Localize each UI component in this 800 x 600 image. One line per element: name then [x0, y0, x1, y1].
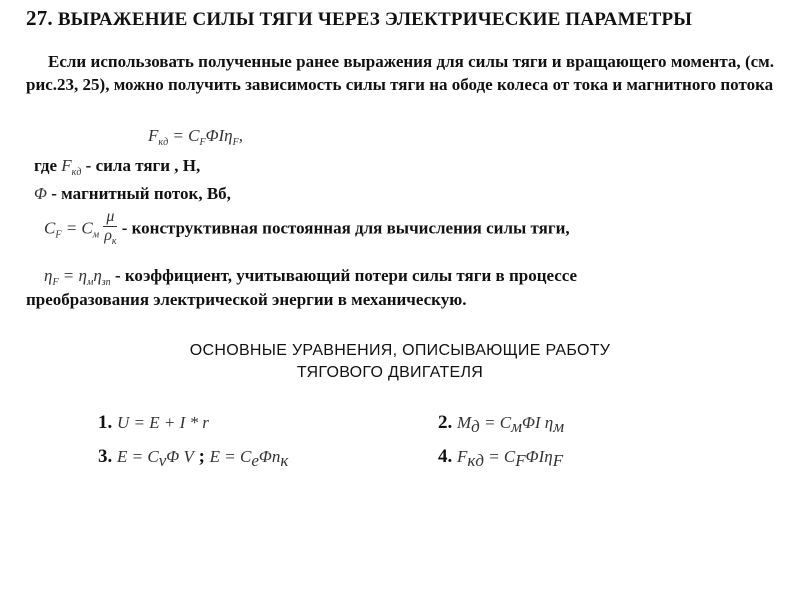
- def4-eq: = η: [58, 266, 87, 285]
- equation-4-a: F: [457, 447, 468, 466]
- def3-den-symbol: ρ: [104, 227, 112, 244]
- definition-efficiency-continued: преобразования электрической энергии в механическую.: [26, 290, 467, 309]
- definition-force: [34, 156, 200, 178]
- equation-2: [438, 412, 564, 437]
- def3-den-sub: к: [111, 236, 117, 247]
- def2-text: - магнитный поток, Вб,: [46, 184, 231, 203]
- equation-4-a-sub: кд: [467, 451, 484, 470]
- def4-text: - коэффициент, учитывающий потери силы тяги в процессе: [110, 266, 578, 285]
- formula-lhs: F: [148, 126, 159, 145]
- section-heading-line2: ТЯГОВОГО ДВИГАТЕЛЯ: [296, 364, 484, 381]
- formula-lhs-sub: кд: [158, 137, 169, 148]
- equation-2-a: M: [457, 413, 472, 432]
- equation-3-separator: ;: [193, 446, 205, 467]
- equation-2-a-sub: д: [471, 417, 480, 436]
- def3-denominator: [103, 227, 117, 251]
- definition-constant: [44, 208, 570, 251]
- equation-4-number: 4.: [438, 446, 453, 467]
- formula-tail: ,: [238, 126, 243, 145]
- def4-eq2-sub: зп: [101, 277, 111, 288]
- equation-2-number: 2.: [438, 412, 453, 433]
- equation-3: [98, 446, 288, 471]
- def3-text: - конструктивная постоянная для вычисления силы тяги,: [121, 218, 570, 238]
- equation-4: [438, 446, 563, 471]
- slide-title: [26, 6, 692, 31]
- main-formula: [148, 126, 243, 148]
- def1-word: где: [34, 156, 62, 175]
- equation-4-c: ΦIη: [525, 447, 553, 466]
- def3-lhs-sub: F: [55, 229, 62, 241]
- equation-4-c-sub: F: [552, 451, 564, 470]
- equation-3-b: Φ V: [166, 447, 194, 466]
- section-heading-line1: ОСНОВНЫЕ УРАВНЕНИЯ, ОПИСЫВАЮЩИЕ РАБОТУ: [189, 342, 611, 359]
- equation-4-b: = C: [483, 447, 516, 466]
- equation-3-d-sub: к: [280, 451, 289, 470]
- formula-rhs-a-sub: F: [199, 137, 206, 148]
- equation-1: [98, 412, 209, 434]
- formula-rhs-b-sub: F: [232, 137, 239, 148]
- def1-symbol-sub: кд: [71, 167, 82, 178]
- def3-lhs: C: [44, 218, 56, 238]
- title-number: 27.: [26, 6, 53, 30]
- definition-efficiency: [44, 266, 577, 288]
- equation-3-d: Φn: [258, 447, 281, 466]
- equation-2-c-sub: м: [553, 417, 565, 436]
- def2-symbol: Φ: [34, 184, 47, 203]
- def4-eq2: η: [93, 266, 102, 285]
- equation-4-b-sub: F: [515, 451, 526, 470]
- equation-1-number: 1.: [98, 412, 113, 433]
- intro-paragraph: Если использовать полученные ранее выражения для силы тяги и вращающего момента, (см. рис.23, 25), можно получить зависимость силы тяги на ободе колеса от тока и магнитного потока: [26, 52, 774, 94]
- def4-eq-sub: м: [86, 277, 94, 288]
- def3-eq-sub: м: [92, 229, 100, 241]
- def3-eq: = C: [61, 218, 93, 238]
- def4-symbol-sub: F: [52, 277, 59, 288]
- definition-flux: [34, 184, 231, 204]
- formula-rhs-b: ΦIη: [205, 126, 233, 145]
- equation-3-c-sub: e: [251, 451, 259, 470]
- def3-numerator: μ: [103, 208, 117, 227]
- equation-2-c: ΦI η: [521, 413, 554, 432]
- def1-text: - сила тяги , Н,: [81, 156, 201, 175]
- title-text: ВЫРАЖЕНИЕ СИЛЫ ТЯГИ ЧЕРЕЗ ЭЛЕКТРИЧЕСКИЕ ПАРАМЕТРЫ: [57, 9, 693, 30]
- equation-1-expr: U = E + I * r: [117, 413, 209, 432]
- formula-rhs-a: = C: [172, 126, 200, 145]
- def1-symbol: F: [61, 156, 72, 175]
- equation-3-c: E = C: [209, 447, 252, 466]
- equation-2-b-sub: м: [511, 417, 522, 436]
- def4-symbol: η: [44, 266, 53, 285]
- equation-3-a: E = C: [117, 447, 159, 466]
- equation-3-number: 3.: [98, 446, 113, 467]
- def3-fraction: [103, 208, 117, 251]
- equation-2-b: = C: [479, 413, 512, 432]
- equation-3-a-sub: v: [158, 451, 167, 470]
